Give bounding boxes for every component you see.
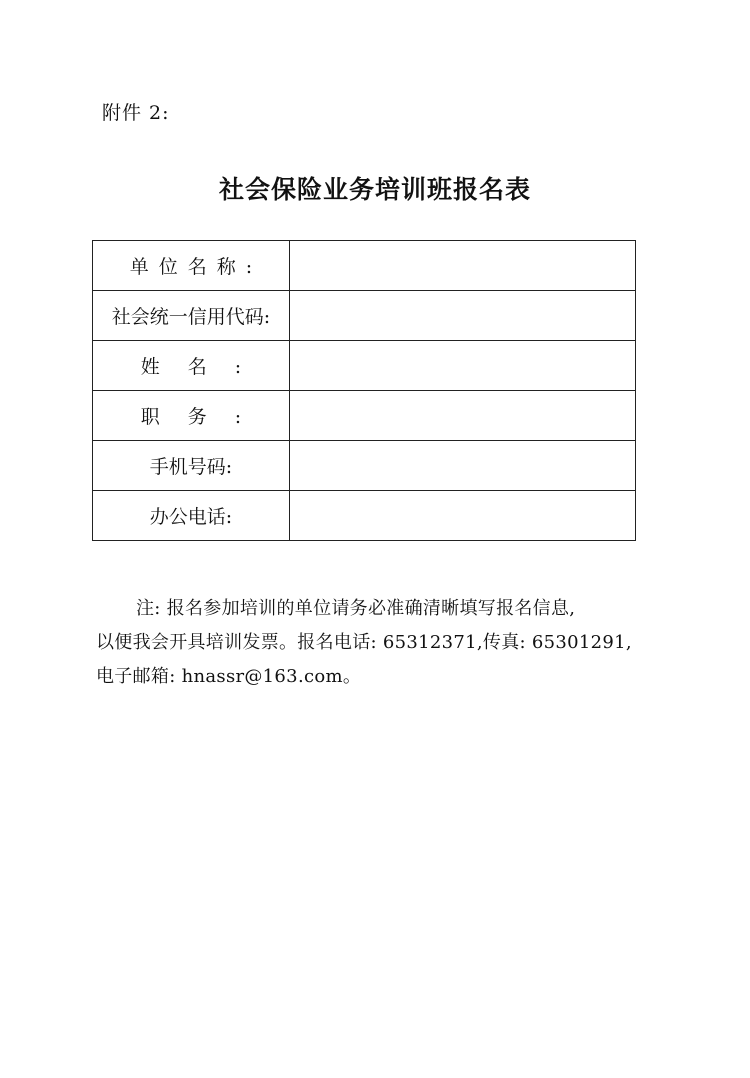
form-label-office-phone: 办公电话	[149, 506, 226, 528]
form-field-position[interactable]	[290, 391, 636, 441]
form-label-name: 姓名	[140, 356, 235, 378]
form-label-position: 职务	[140, 406, 235, 428]
attachment-label: 附件 2:	[102, 102, 170, 124]
form-field-unit-name[interactable]	[290, 241, 636, 291]
note-line-2: 以便我会开具培训发票。报名电话: 65312371,传真: 65301291,	[96, 632, 632, 653]
form-field-credit-code[interactable]	[290, 291, 636, 341]
form-label-cell	[93, 241, 290, 291]
form-label-cell	[93, 391, 290, 441]
form-label-colon: :	[234, 406, 242, 428]
form-label-cell	[93, 291, 290, 341]
form-row-mobile	[93, 441, 636, 491]
registration-form-table	[92, 240, 636, 541]
form-row-credit-code	[93, 291, 636, 341]
form-label-mobile: 手机号码	[149, 456, 226, 478]
form-label-colon: :	[245, 256, 253, 278]
form-field-name[interactable]	[290, 341, 636, 391]
page-title: 社会保险业务培训班报名表	[218, 175, 531, 204]
form-label-credit-code: 社会统一信用代码	[111, 306, 264, 328]
form-field-mobile[interactable]	[290, 441, 636, 491]
form-label-unit-name: 单位名称	[129, 256, 246, 278]
registration-note	[96, 592, 656, 694]
form-label-cell	[93, 341, 290, 391]
form-row-position	[93, 391, 636, 441]
form-label-colon: :	[263, 306, 271, 328]
note-line-1: 注: 报名参加培训的单位请务必准确清晰填写报名信息,	[136, 598, 576, 619]
form-row-name	[93, 341, 636, 391]
form-label-cell	[93, 491, 290, 541]
form-label-colon: :	[225, 506, 233, 528]
form-label-colon: :	[225, 456, 233, 478]
note-line-3: 电子邮箱: hnassr@163.com。	[96, 666, 362, 687]
form-label-cell	[93, 441, 290, 491]
form-row-unit-name	[93, 241, 636, 291]
form-field-office-phone[interactable]	[290, 491, 636, 541]
form-row-office-phone	[93, 491, 636, 541]
form-label-colon: :	[234, 356, 242, 378]
